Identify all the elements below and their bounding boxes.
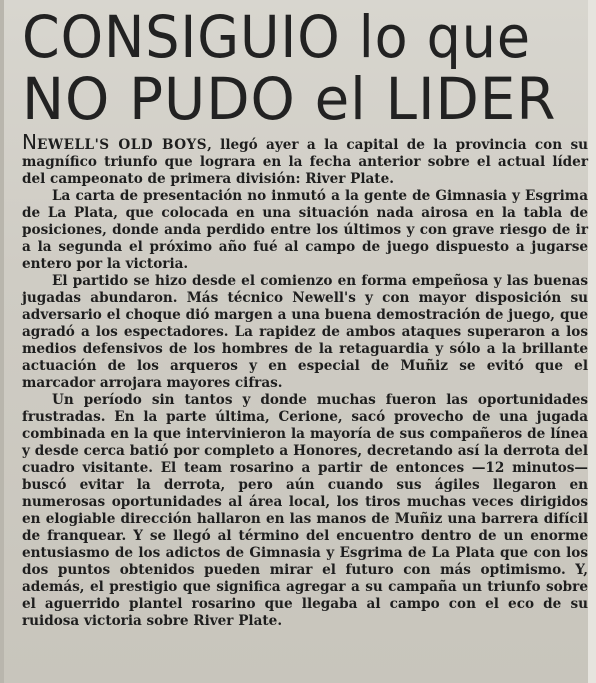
drop-cap: N — [22, 130, 37, 154]
paragraph-4: Un período sin tantos y donde muchas fueron las oportunidades frustradas. En la parte última, Cerione, sacó provecho de una jugada combinada en la que intervinieron la mayoría de sus compañeros de línea y desde cerca batió por completo a Honores, decretando así la derrota del cuadro visitante. El team rosarino a partir de entonces —12 minutos— buscó evitar la derrota, pero aún cuando sus ágiles llegaron en numerosas oportunidades al área local, los tiros muchas veces dirigidos en elogiable dirección hallaron en las manos de Muñiz una barrera difícil de franquear. Y se llegó al término del encuentro dentro de un enorme entusiasmo de los adictos de Gimnasia y Esgrima de La Plata que con los dos puntos obtenidos pueden mirar el futuro con más optimismo. Y, además, el prestigio que significa agregar a su campaña un triunfo sobre el aguerrido plantel rosarino que llegaba al campo con el eco de su ruidosa victoria sobre River Plate. — [22, 392, 588, 629]
paragraph-1-text: , llegó ayer a la capital de la provincia con su magnífico triunfo que lograra en la fecha anterior sobre el actual líder del campeonato de primera división: River Plate. — [22, 137, 589, 187]
paragraph-1 — [22, 130, 589, 188]
team-name-lead: EWELL'S OLD BOYS — [36, 137, 208, 153]
headline-line-2: NO PUDO el LIDER — [22, 65, 557, 133]
headline-line-1: CONSIGUIO lo que — [22, 3, 532, 71]
paragraph-2: La carta de presentación no inmutó a la gente de Gimnasia y Esgrima de La Plata, que colocada en una situación nada airosa en la tabla de posiciones, donde anda perdido entre los últimos y con grave riesgo de ir a la segunda el próximo año fué al campo de juego dispuesto a jugarse entero por la victoria. — [22, 188, 588, 272]
headline — [22, 3, 592, 133]
article-body — [22, 130, 589, 630]
paragraph-3: El partido se hizo desde el comienzo en forma empeñosa y las buenas jugadas abundaron. Más técnico Newell's y con mayor disposición su adversario el choque dió margen a una buena demostración de juego, que agradó a los espectadores. La rapidez de ambos ataques superaron a los medios defensivos de los hombres de la retaguardia y sólo a la brillante actuación de los arqueros y en especial de Muñiz se evitó que el marcador arrojara mayores cifras. — [22, 273, 588, 391]
